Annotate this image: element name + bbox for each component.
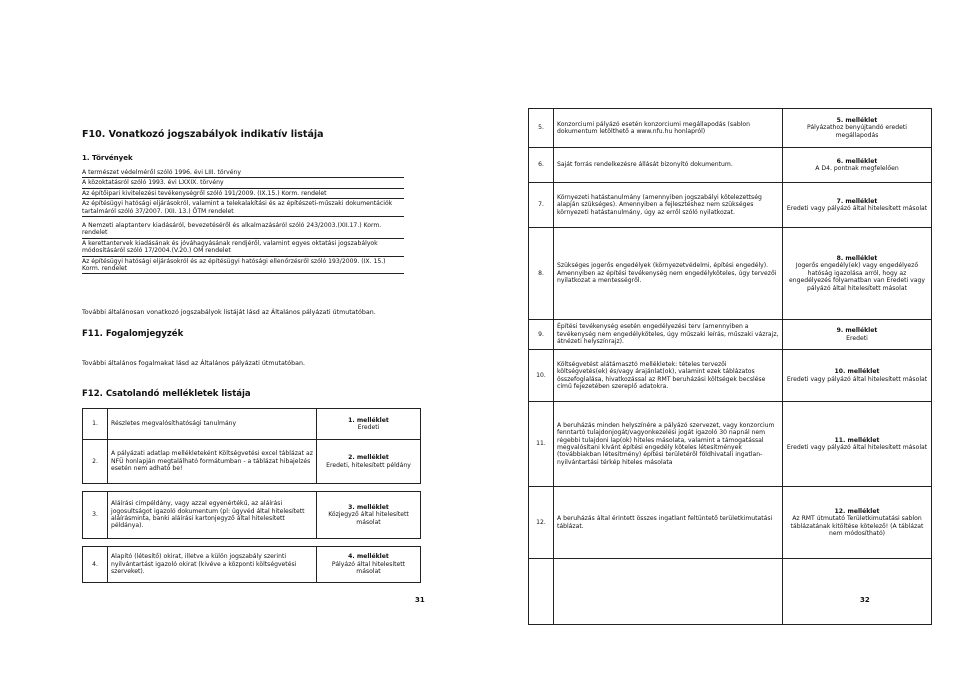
row-attachment [317,492,421,539]
attachment-detail: Az RMT útmutató Területkimutatási sablon táblázatának kitöltése kötelező! (A táblázat nem módosítható) [790,515,924,537]
attachment-label: 11. melléklet [834,436,880,444]
table-spacer [83,539,421,547]
table-spacer [83,484,421,492]
law-row [82,256,404,274]
attachment-label: 8. melléklet [836,254,878,262]
row-description: Konzorciumi pályázó esetén konzorciumi megállapodás (sablon dokumentum letölthető a www.nfu.hu honlapról) [554,109,783,148]
row-description: Költségvetést alátámasztó mellékletek: tételes tervezői költségvetés(ek) és/vagy árajánlat(ok), valamint ezek táblázatos összefoglalása, hivatkozással az RMT beruházási költségek becslése című fejezetében szereplő adatokra. [554,350,783,402]
row-description: A beruházás minden helyszínére a pályázó szervezet, vagy konzorcium fenntartó tulajdonjogát/vagyonkezelési jogát igazoló 30 napnál nem régebbi tulajdoni lap(ok) hiteles másolata, valamint a támogatással megvalósítani kívánt építési engedély köteles létesítmények (továbbiakban létesítmény) építési területéről földhivatali ingatlan-nyilvántartási térkép hiteles másolata [554,402,783,487]
law-row [82,188,404,198]
row-number: 6. [529,148,554,183]
table-row [529,109,932,148]
attachment-detail: Eredeti, hitelesített példány [326,461,411,469]
row-description: Aláírási címpéldány, vagy azzal egyenértékű, az aláírási jogosultságot igazoló dokumentum (pl: ügyvéd által hitelesített aláírásminta, banki aláírási kartonjegyző által hitelesített példánya). [108,492,317,539]
row-attachment [317,409,421,440]
laws-table [82,168,404,274]
row-attachment [783,487,932,559]
law-text: A kerettantervek kiadásának és jóváhagyásának rendjéről, valamint egyes oktatási jogszabályok módosításáról szóló 17/2004.(V.20.) OM rendelet [82,238,404,256]
attachment-label: 5. melléklet [836,116,878,124]
row-description: A beruházás által érintett összes ingatlant feltüntető területkimutatási táblázat. [554,487,783,559]
law-row [82,178,404,188]
row-description: A pályázati adatlap mellékleteként Költségvetési excel táblázat az NFÜ honlapján megtalálható formátumban - a táblázat hibajelzés esetén nem adható be! [108,440,317,484]
row-description: Környezeti hatástanulmány (amennyiben jogszabályi kötelezettség alapján szükséges). Amennyiben a fejlesztéshez nem szükséges környezeti hatástanulmány, úgy az erről szóló nyilatkozat. [554,183,783,228]
row-attachment [783,320,932,350]
attachment-label: 1. melléklet [348,416,389,424]
attachment-label: 7. melléklet [836,197,878,205]
table-row [529,350,932,402]
law-text: A Nemzeti alaptanterv kiadásáról, bevezetéséről és alkalmazásáról szóló 243/2003.(XII.17.) Korm. rendelet [82,217,404,239]
attachment-detail: A D4. pontnak megfelelően [815,165,899,172]
law-row [82,238,404,256]
f11-title: F11. Fogalomjegyzék [82,329,184,339]
attachment-label: 2. melléklet [348,454,389,462]
attachment-detail: Pályázathoz benyújtandó eredeti megállapodás [807,124,907,139]
table-row [83,409,421,440]
row-number: 1. [83,409,108,440]
table-row [529,559,932,625]
table-row [529,320,932,350]
attachments-table-left [82,408,421,583]
attachment-label: 6. melléklet [836,157,878,165]
row-number: 11. [529,402,554,487]
row-number: 8. [529,228,554,320]
row-number: 9. [529,320,554,350]
law-row [82,199,404,217]
attachment-label: 3. melléklet [348,503,389,511]
attachment-detail: Eredeti vagy pályázó által hitelesített másolat [786,444,928,451]
row-description: Alapító (létesítő) okirat, illetve a külön jogszabály szerinti nyilvántartást igazoló okirat (kivéve a központi költségvetési szerveket). [108,547,317,583]
right-page [480,0,960,679]
law-text: Az építőipari kivitelezési tevékenységről szóló 191/2009. (IX.15.) Korm. rendelet [82,188,404,198]
laws-heading: 1. Törvények [82,154,133,162]
attachment-detail: Jogerős engedély(ek) vagy engedélyező hatóság igazolása arról, hogy az engedélyezés folyamatban van Eredeti vagy pályázó által hitelesített másolat [789,262,925,292]
law-text: Az építésügyi hatósági eljárásokról, valamint a telekalakítási és az építészeti-műszaki dokumentációk tartalmáról szóló 37/2007. (XII. 13.) ÖTM rendelet [82,199,404,217]
page-number-right: 32 [860,596,870,604]
table-row [529,487,932,559]
law-row [82,168,404,178]
table-row [529,148,932,183]
row-number: 7. [529,183,554,228]
table-row [83,440,421,484]
row-description: Építési tevékenység esetén engedélyezési terv (amennyiben a tevékenység nem engedélyköteles, úgy műszaki leírás, műszaki vázrajz, átnézeti helyszínrajz). [554,320,783,350]
row-attachment [783,228,932,320]
table-row [529,183,932,228]
attachment-detail: Eredeti [846,334,868,342]
table-row [83,492,421,539]
attachment-detail: Eredeti [357,424,380,431]
attachments-table-right [528,108,932,625]
row-attachment [783,148,932,183]
row-attachment [783,559,932,625]
row-attachment [783,109,932,148]
row-description: Részletes megvalósíthatósági tanulmány [108,409,317,440]
table-row [529,402,932,487]
row-description [554,559,783,625]
attachment-detail: Közjegyző által hitelesített másolat [328,511,409,526]
f10-title: F10. Vonatkozó jogszabályok indikatív listája [82,129,324,140]
row-attachment [783,183,932,228]
attachment-label: 9. melléklet [836,327,878,335]
table-row [83,547,421,583]
row-number: 12. [529,487,554,559]
row-attachment [783,402,932,487]
row-attachment [317,440,421,484]
row-attachment [783,350,932,402]
row-number [529,559,554,625]
attachment-label: 4. melléklet [348,553,389,561]
row-description: Saját forrás rendelkezésre állását bizonyító dokumentum. [554,148,783,183]
row-attachment [317,547,421,583]
row-description: Szükséges jogerős engedélyek (környezetvédelmi, építési engedély). Amennyiben az építési tevékenység nem engedélyköteles, úgy tervezői nyilatkozat a mentességről. [554,228,783,320]
para-general-laws: További általánosan vonatkozó jogszabályok listáját lásd az Általános pályázati útmutatóban. [82,309,376,316]
row-number: 4. [83,547,108,583]
page-number-left: 31 [415,596,425,604]
row-number: 2. [83,440,108,484]
row-number: 10. [529,350,554,402]
law-text: A természet védelméről szóló 1996. évi LIII. törvény [82,168,404,178]
table-row [529,228,932,320]
row-number: 3. [83,492,108,539]
attachment-detail: Pályázó által hitelesített másolat [331,560,406,576]
attachment-detail: Eredeti vagy pályázó által hitelesített másolat [786,375,928,383]
law-text: Az építésügyi hatósági eljárásokról és az építésügyi hatósági ellenőrzésről szóló 193/2009. (IX. 15.) Korm. rendelet [82,256,404,274]
row-number: 5. [529,109,554,148]
f12-title: F12. Csatolandó mellékletek listája [82,389,251,399]
attachment-label: 10. melléklet [834,368,880,376]
attachment-detail: Eredeti vagy pályázó által hitelesített másolat [786,205,928,212]
law-row [82,217,404,239]
para-glossary: További általános fogalmakat lásd az Általános pályázati útmutatóban. [82,360,305,367]
law-text: A közoktatásról szóló 1993. évi LXXIX. törvény [82,178,404,188]
attachment-label: 12. melléklet [834,507,880,515]
